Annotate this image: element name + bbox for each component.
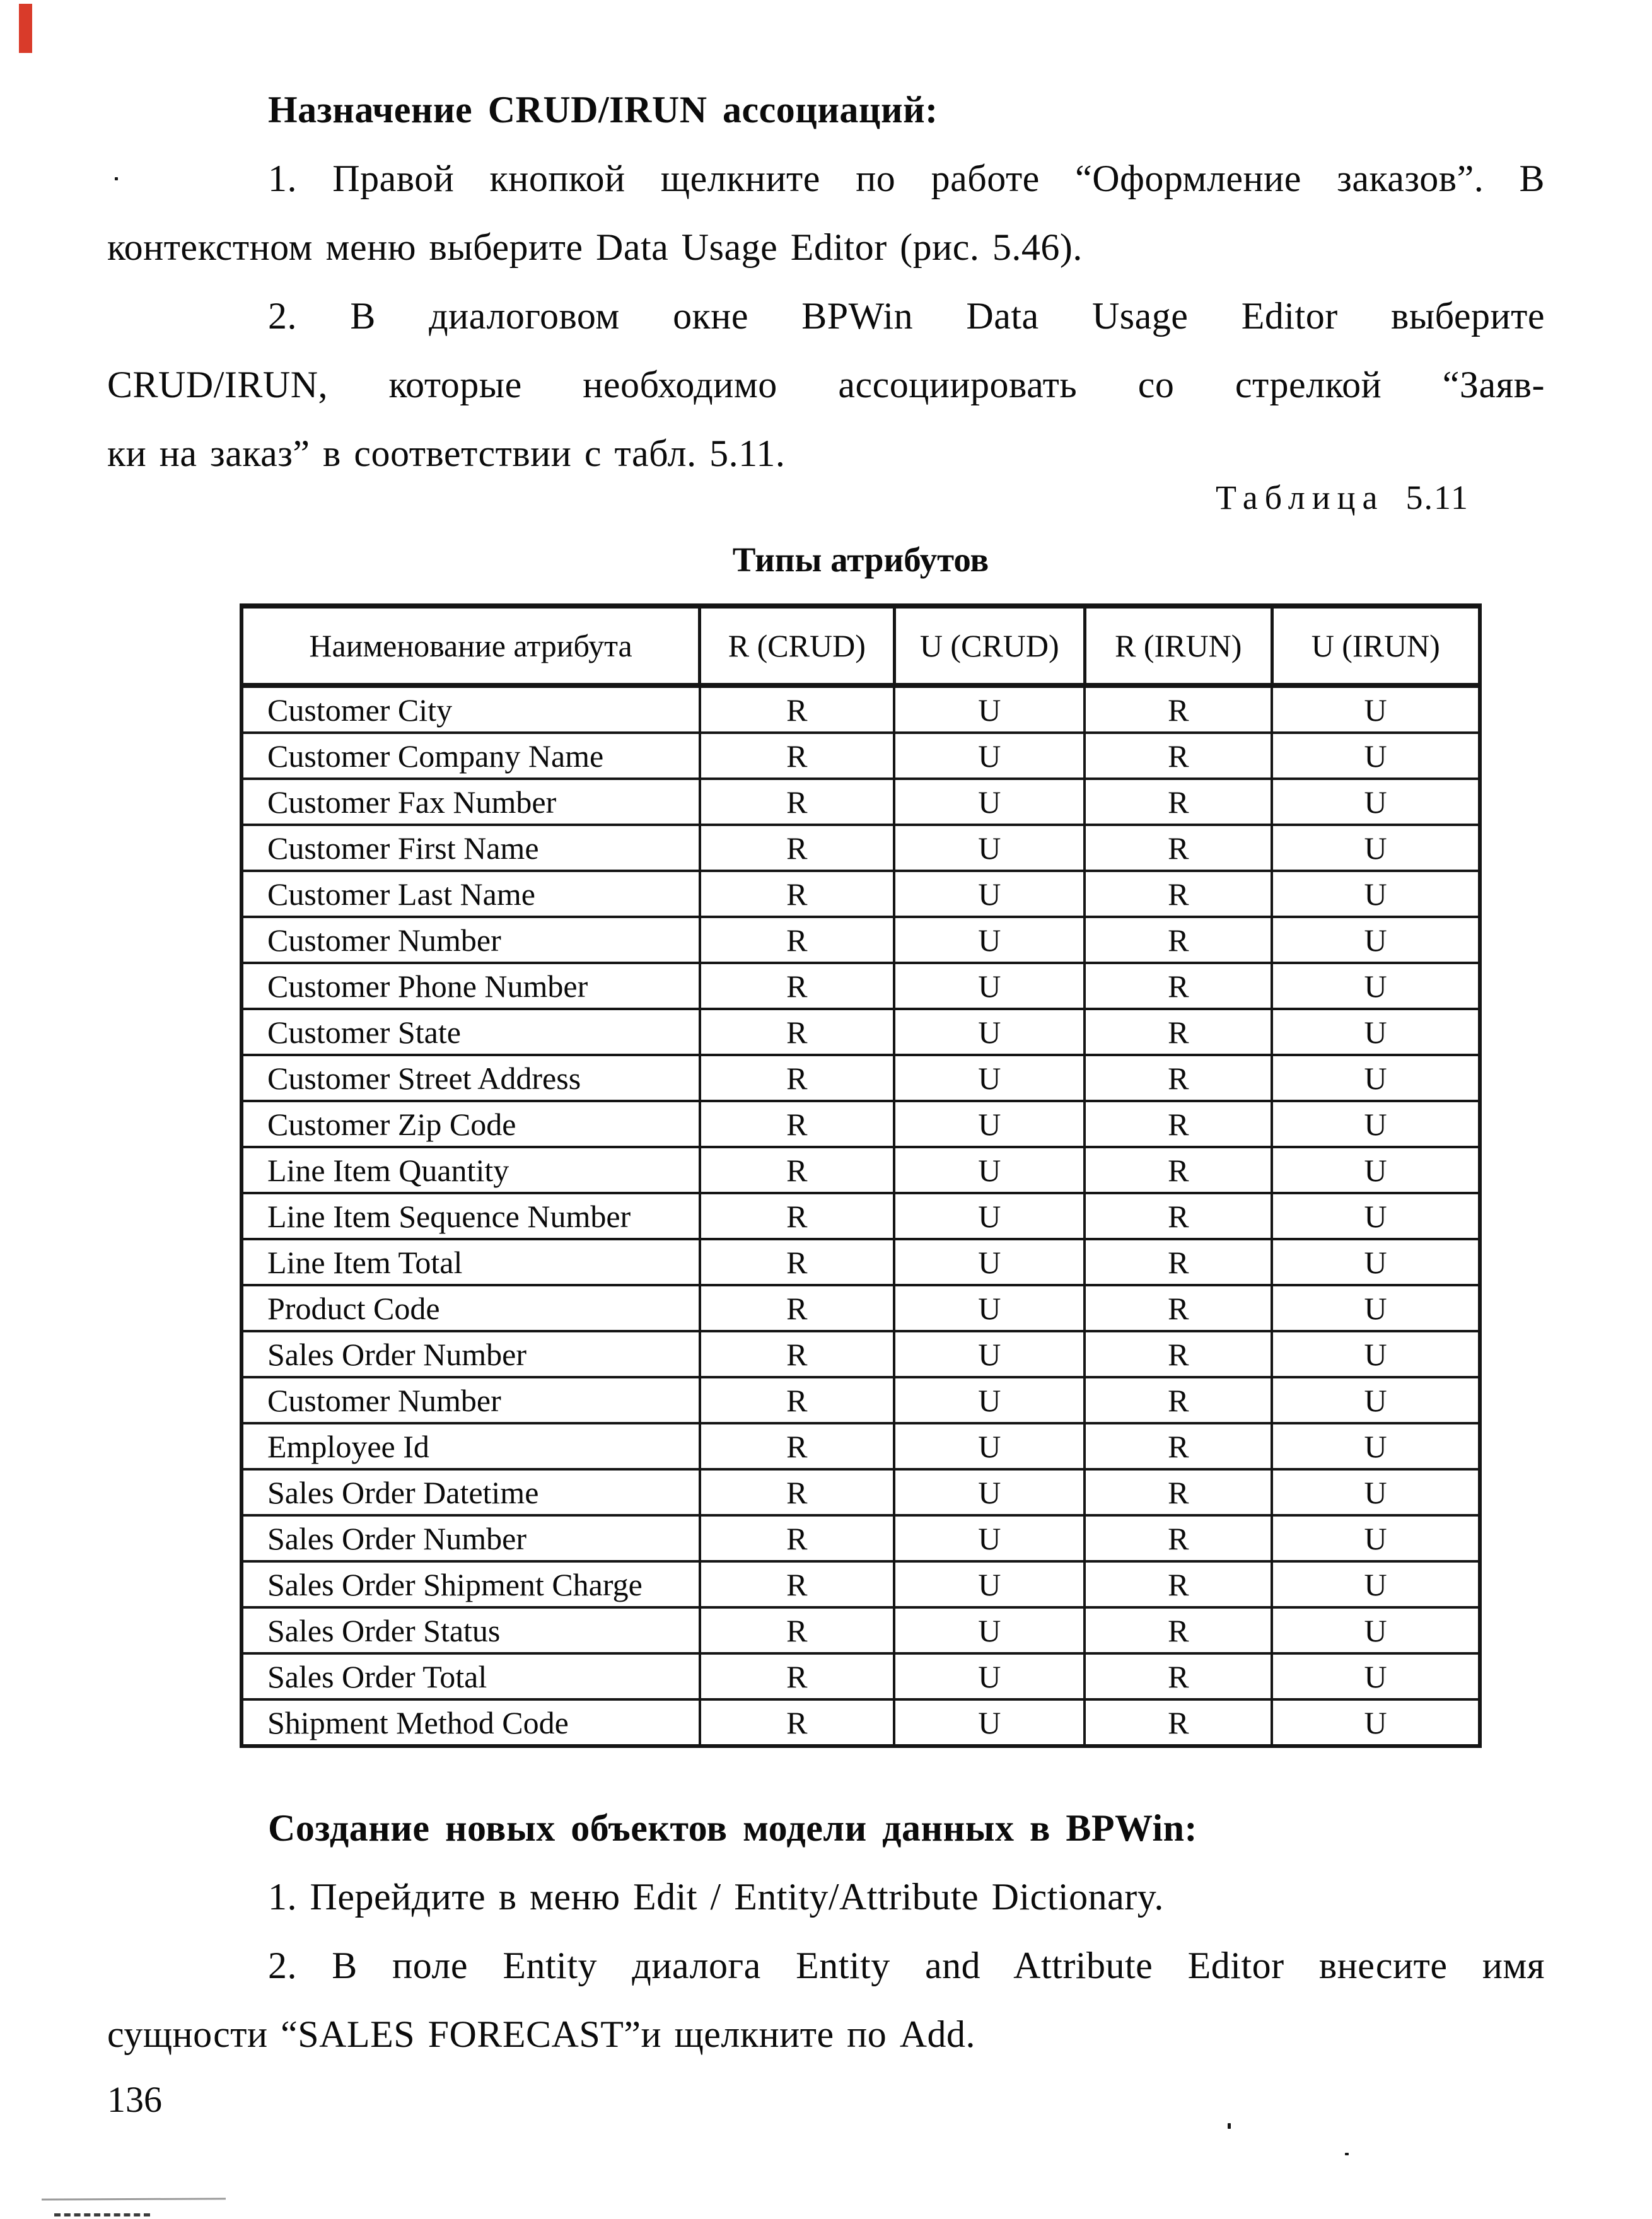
table-row xyxy=(241,871,1480,917)
usage-value-cell: U xyxy=(1272,1009,1480,1055)
table-title: Типы атрибутов xyxy=(732,540,989,579)
table-row xyxy=(241,1561,1480,1607)
table-row xyxy=(241,1469,1480,1515)
usage-value-cell: R xyxy=(1085,825,1272,871)
section-heading-crud-irun: Назначение CRUD/IRUN ассоциаций: xyxy=(268,89,938,131)
usage-value-cell: U xyxy=(894,825,1085,871)
table-row xyxy=(241,1193,1480,1239)
usage-value-cell: U xyxy=(894,963,1085,1009)
usage-value-cell: R xyxy=(1085,1101,1272,1147)
table-row xyxy=(241,1101,1480,1147)
usage-value-cell: U xyxy=(1272,917,1480,963)
usage-value-cell: R xyxy=(700,733,894,779)
attribute-name-cell: Customer Last Name xyxy=(241,871,700,917)
table-row xyxy=(241,1515,1480,1561)
attribute-name-cell: Customer Street Address xyxy=(241,1055,700,1101)
usage-value-cell: U xyxy=(894,871,1085,917)
usage-value-cell: R xyxy=(1085,1699,1272,1746)
usage-value-cell: R xyxy=(700,963,894,1009)
usage-value-cell: R xyxy=(700,1515,894,1561)
attribute-name-cell: Line Item Sequence Number xyxy=(241,1193,700,1239)
usage-value-cell: R xyxy=(1085,1561,1272,1607)
usage-value-cell: U xyxy=(894,1515,1085,1561)
usage-value-cell: R xyxy=(1085,685,1272,733)
usage-value-cell: U xyxy=(894,779,1085,825)
usage-value-cell: R xyxy=(700,1147,894,1193)
page-number: 136 xyxy=(107,2079,162,2120)
usage-value-cell: U xyxy=(1272,1561,1480,1607)
table-caption-number: 5.11 xyxy=(1405,479,1469,516)
usage-value-cell: U xyxy=(1272,963,1480,1009)
usage-value-cell: U xyxy=(1272,1055,1480,1101)
usage-value-cell: R xyxy=(1085,1515,1272,1561)
outro-item-2-line-2: сущности “SALES FORECAST”и щелкните по Add. xyxy=(107,2013,976,2055)
usage-value-cell: U xyxy=(894,1469,1085,1515)
attribute-name-cell: Employee Id xyxy=(241,1423,700,1469)
attribute-name-cell: Customer City xyxy=(241,685,700,733)
usage-value-cell: R xyxy=(700,1239,894,1285)
usage-value-cell: R xyxy=(1085,1147,1272,1193)
usage-value-cell: U xyxy=(894,1423,1085,1469)
usage-value-cell: U xyxy=(1272,1193,1480,1239)
table-header-row xyxy=(241,606,1480,685)
usage-value-cell: R xyxy=(700,917,894,963)
usage-value-cell: R xyxy=(700,1055,894,1101)
usage-value-cell: R xyxy=(700,1193,894,1239)
table-row xyxy=(241,1699,1480,1746)
usage-value-cell: R xyxy=(1085,871,1272,917)
usage-value-cell: R xyxy=(1085,1653,1272,1699)
grey-line-artifact xyxy=(42,2198,226,2200)
usage-value-cell: U xyxy=(1272,1331,1480,1377)
table-row xyxy=(241,1607,1480,1653)
intro-section xyxy=(107,76,1545,488)
usage-value-cell: U xyxy=(894,1193,1085,1239)
usage-value-cell: U xyxy=(894,685,1085,733)
usage-value-cell: U xyxy=(1272,1147,1480,1193)
usage-value-cell: R xyxy=(1085,1193,1272,1239)
attribute-name-cell: Customer Number xyxy=(241,917,700,963)
usage-value-cell: U xyxy=(1272,733,1480,779)
usage-value-cell: R xyxy=(700,871,894,917)
header-u-irun: U (IRUN) xyxy=(1272,606,1480,685)
usage-value-cell: R xyxy=(1085,1055,1272,1101)
usage-value-cell: R xyxy=(1085,917,1272,963)
usage-value-cell: R xyxy=(1085,1285,1272,1331)
usage-value-cell: R xyxy=(700,1653,894,1699)
table-row xyxy=(241,733,1480,779)
attribute-name-cell: Customer First Name xyxy=(241,825,700,871)
attribute-name-cell: Customer Phone Number xyxy=(241,963,700,1009)
attribute-name-cell: Sales Order Total xyxy=(241,1653,700,1699)
usage-value-cell: R xyxy=(700,1699,894,1746)
paragraph-2-line-3: ки на заказ” в соответствии с табл. 5.11. xyxy=(107,433,786,474)
table-row xyxy=(241,1009,1480,1055)
table-row xyxy=(241,1055,1480,1101)
attribute-name-cell: Customer Zip Code xyxy=(241,1101,700,1147)
usage-value-cell: U xyxy=(894,1561,1085,1607)
usage-value-cell: R xyxy=(1085,1331,1272,1377)
paragraph-2-line-2: CRUD/IRUN, которые необходимо ассоциировать со стрелкой “Заяв- xyxy=(107,364,1545,405)
paragraph-1-line-2: контекстном меню выберите Data Usage Editor (рис. 5.46). xyxy=(107,226,1083,268)
usage-value-cell: U xyxy=(1272,779,1480,825)
table-row xyxy=(241,917,1480,963)
attribute-name-cell: Line Item Total xyxy=(241,1239,700,1285)
usage-value-cell: R xyxy=(700,825,894,871)
usage-value-cell: R xyxy=(1085,1423,1272,1469)
header-r-irun: R (IRUN) xyxy=(1085,606,1272,685)
usage-value-cell: U xyxy=(894,917,1085,963)
table-row xyxy=(241,1285,1480,1331)
usage-value-cell: U xyxy=(894,1009,1085,1055)
header-r-crud: R (CRUD) xyxy=(700,606,894,685)
outro-section xyxy=(107,1794,1545,2069)
usage-value-cell: U xyxy=(894,1699,1085,1746)
outro-item-2-line-1: 2. В поле Entity диалога Entity and Attribute Editor внесите имя xyxy=(268,1945,1545,1986)
usage-value-cell: R xyxy=(700,1423,894,1469)
attribute-name-cell: Customer Company Name xyxy=(241,733,700,779)
header-u-crud: U (CRUD) xyxy=(894,606,1085,685)
usage-value-cell: U xyxy=(894,733,1085,779)
table-row xyxy=(241,685,1480,733)
usage-value-cell: U xyxy=(1272,1285,1480,1331)
usage-value-cell: R xyxy=(700,1469,894,1515)
table-row xyxy=(241,1423,1480,1469)
usage-value-cell: U xyxy=(894,1147,1085,1193)
usage-value-cell: R xyxy=(1085,1607,1272,1653)
attribute-name-cell: Customer State xyxy=(241,1009,700,1055)
usage-value-cell: U xyxy=(1272,1653,1480,1699)
outro-item-1: 1. Перейдите в меню Edit / Entity/Attribute Dictionary. xyxy=(268,1876,1164,1918)
usage-value-cell: R xyxy=(1085,779,1272,825)
attribute-name-cell: Sales Order Shipment Charge xyxy=(241,1561,700,1607)
usage-value-cell: R xyxy=(700,1561,894,1607)
table-caption xyxy=(107,468,1545,528)
attribute-name-cell: Shipment Method Code xyxy=(241,1699,700,1746)
table-row xyxy=(241,1239,1480,1285)
usage-value-cell: U xyxy=(1272,685,1480,733)
usage-value-cell: R xyxy=(700,1009,894,1055)
usage-value-cell: R xyxy=(1085,733,1272,779)
usage-value-cell: R xyxy=(700,1331,894,1377)
usage-value-cell: U xyxy=(1272,871,1480,917)
usage-value-cell: U xyxy=(894,1653,1085,1699)
usage-value-cell: U xyxy=(1272,825,1480,871)
usage-value-cell: U xyxy=(894,1377,1085,1423)
table-row xyxy=(241,1377,1480,1423)
attribute-name-cell: Sales Order Datetime xyxy=(241,1469,700,1515)
usage-value-cell: U xyxy=(894,1239,1085,1285)
usage-value-cell: R xyxy=(700,1101,894,1147)
table-row xyxy=(241,1147,1480,1193)
usage-value-cell: R xyxy=(700,1607,894,1653)
usage-value-cell: U xyxy=(894,1607,1085,1653)
table-row xyxy=(241,779,1480,825)
ink-speck xyxy=(1345,2153,1349,2155)
usage-value-cell: R xyxy=(1085,1239,1272,1285)
usage-value-cell: R xyxy=(1085,1469,1272,1515)
usage-value-cell: U xyxy=(1272,1607,1480,1653)
table-caption-word: Таблица xyxy=(1216,479,1385,516)
usage-value-cell: U xyxy=(894,1055,1085,1101)
usage-value-cell: U xyxy=(894,1101,1085,1147)
attribute-name-cell: Sales Order Number xyxy=(241,1515,700,1561)
usage-value-cell: U xyxy=(894,1285,1085,1331)
red-scan-artifact xyxy=(19,4,32,53)
attribute-name-cell: Sales Order Number xyxy=(241,1331,700,1377)
attribute-name-cell: Sales Order Status xyxy=(241,1607,700,1653)
ink-speck xyxy=(1228,2123,1231,2129)
usage-value-cell: R xyxy=(700,685,894,733)
attribute-name-cell: Line Item Quantity xyxy=(241,1147,700,1193)
usage-value-cell: U xyxy=(1272,1515,1480,1561)
usage-value-cell: R xyxy=(700,779,894,825)
attribute-name-cell: Customer Number xyxy=(241,1377,700,1423)
attribute-types-table xyxy=(240,603,1482,1748)
usage-value-cell: R xyxy=(1085,1009,1272,1055)
paragraph-2-line-1: 2. В диалоговом окне BPWin Data Usage Editor выберите xyxy=(268,295,1545,337)
usage-value-cell: R xyxy=(700,1377,894,1423)
table-row xyxy=(241,1653,1480,1699)
usage-value-cell: R xyxy=(700,1285,894,1331)
usage-value-cell: U xyxy=(1272,1423,1480,1469)
attribute-name-cell: Product Code xyxy=(241,1285,700,1331)
dashed-line-artifact xyxy=(54,2213,150,2216)
header-attribute-name: Наименование атрибута xyxy=(241,606,700,685)
section-heading-new-objects: Создание новых объектов модели данных в BPWin: xyxy=(268,1807,1197,1849)
usage-value-cell: R xyxy=(1085,1377,1272,1423)
usage-value-cell: U xyxy=(1272,1101,1480,1147)
usage-value-cell: U xyxy=(1272,1239,1480,1285)
paragraph-1-line-1: 1. Правой кнопкой щелкните по работе “Оформление заказов”. В xyxy=(268,158,1545,199)
attribute-name-cell: Customer Fax Number xyxy=(241,779,700,825)
usage-value-cell: R xyxy=(1085,963,1272,1009)
table-row xyxy=(241,1331,1480,1377)
usage-value-cell: U xyxy=(894,1331,1085,1377)
usage-value-cell: U xyxy=(1272,1699,1480,1746)
table-row xyxy=(241,825,1480,871)
usage-value-cell: U xyxy=(1272,1469,1480,1515)
usage-value-cell: U xyxy=(1272,1377,1480,1423)
table-row xyxy=(241,963,1480,1009)
